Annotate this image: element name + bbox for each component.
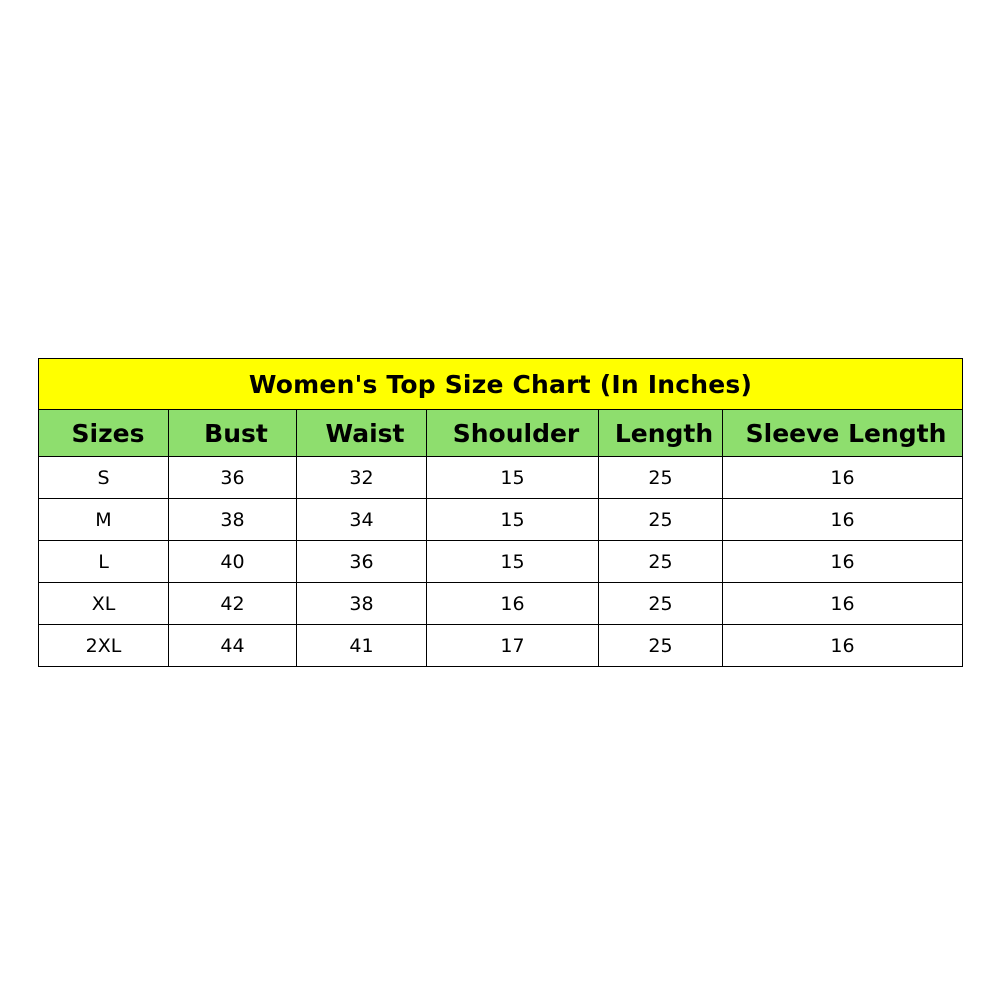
table-row xyxy=(39,583,963,625)
table-title-row xyxy=(39,359,963,410)
cell-size: M xyxy=(39,499,169,541)
cell-shoulder: 17 xyxy=(427,625,599,667)
cell-size: XL xyxy=(39,583,169,625)
cell-sleeve-length: 16 xyxy=(723,499,963,541)
table-row xyxy=(39,541,963,583)
cell-waist: 34 xyxy=(297,499,427,541)
column-header-sleeve-length: Sleeve Length xyxy=(723,410,963,457)
cell-shoulder: 15 xyxy=(427,541,599,583)
cell-length: 25 xyxy=(599,625,723,667)
column-header-bust: Bust xyxy=(169,410,297,457)
cell-waist: 36 xyxy=(297,541,427,583)
cell-shoulder: 15 xyxy=(427,457,599,499)
cell-size: S xyxy=(39,457,169,499)
cell-shoulder: 15 xyxy=(427,499,599,541)
cell-waist: 38 xyxy=(297,583,427,625)
cell-length: 25 xyxy=(599,541,723,583)
cell-bust: 36 xyxy=(169,457,297,499)
column-header-waist: Waist xyxy=(297,410,427,457)
cell-waist: 41 xyxy=(297,625,427,667)
column-header-shoulder: Shoulder xyxy=(427,410,599,457)
cell-length: 25 xyxy=(599,583,723,625)
cell-size: 2XL xyxy=(39,625,169,667)
cell-shoulder: 16 xyxy=(427,583,599,625)
cell-length: 25 xyxy=(599,457,723,499)
cell-waist: 32 xyxy=(297,457,427,499)
cell-length: 25 xyxy=(599,499,723,541)
cell-sleeve-length: 16 xyxy=(723,583,963,625)
column-header-sizes: Sizes xyxy=(39,410,169,457)
cell-size: L xyxy=(39,541,169,583)
table-row xyxy=(39,499,963,541)
column-header-length: Length xyxy=(599,410,723,457)
size-chart-table xyxy=(38,358,963,667)
cell-bust: 40 xyxy=(169,541,297,583)
cell-bust: 42 xyxy=(169,583,297,625)
cell-sleeve-length: 16 xyxy=(723,457,963,499)
cell-sleeve-length: 16 xyxy=(723,541,963,583)
table-header-row xyxy=(39,410,963,457)
cell-bust: 44 xyxy=(169,625,297,667)
cell-sleeve-length: 16 xyxy=(723,625,963,667)
table-row xyxy=(39,625,963,667)
chart-title: Women's Top Size Chart (In Inches) xyxy=(39,359,963,410)
table-row xyxy=(39,457,963,499)
cell-bust: 38 xyxy=(169,499,297,541)
